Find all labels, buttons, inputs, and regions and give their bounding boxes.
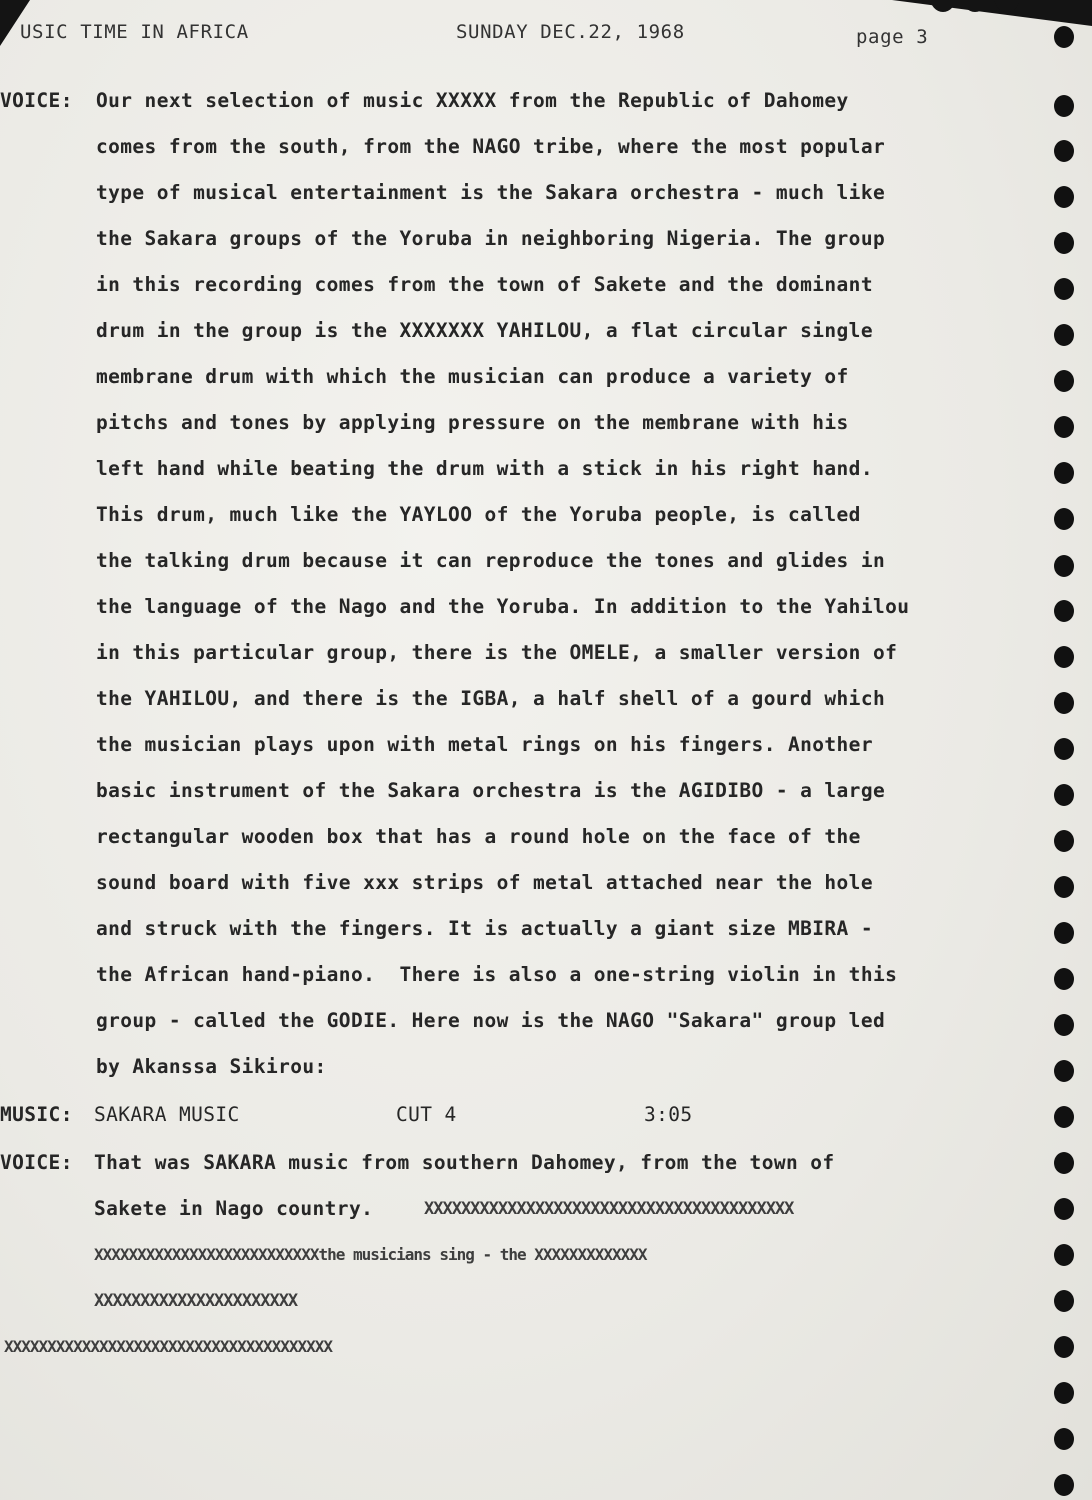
punch-hole — [1054, 555, 1074, 577]
script-line: type of musical entertainment is the Sakara orchestra - much like — [96, 181, 886, 204]
music-cut: CUT 4 — [396, 1103, 457, 1126]
punch-hole — [1054, 1428, 1074, 1450]
script-line: sound board with five xxx strips of metal attached near the hole — [96, 871, 873, 894]
script-line: and struck with the fingers. It is actually a giant size MBIRA - — [96, 917, 873, 940]
punch-hole — [1054, 1474, 1074, 1496]
punch-hole — [1054, 1060, 1074, 1082]
punch-hole — [1054, 186, 1074, 208]
struck-out-text: XXXXXXXXXXXXXXXXXXXXXXXXXXXXXXXXXXXXXXXX — [424, 1199, 794, 1219]
punch-hole — [1054, 830, 1074, 852]
script-line: This drum, much like the YAYLOO of the Yoruba people, is called — [96, 503, 861, 526]
punch-hole — [1054, 692, 1074, 714]
punch-hole — [1054, 508, 1074, 530]
script-line: left hand while beating the drum with a stick in his right hand. — [96, 457, 873, 480]
voice-label: VOICE: — [0, 1151, 73, 1174]
program-title: USIC TIME IN AFRICA — [20, 21, 249, 43]
script-line: rectangular wooden box that has a round hole on the face of the — [96, 825, 861, 848]
punch-hole — [1054, 1382, 1074, 1404]
punch-hole — [1054, 968, 1074, 990]
music-label: MUSIC: — [0, 1103, 73, 1126]
script-line: group - called the GODIE. Here now is the NAGO "Sakara" group led — [96, 1009, 886, 1032]
punch-hole — [1054, 600, 1074, 622]
punch-hole — [1054, 1290, 1074, 1312]
script-line: the musician plays upon with metal rings on his fingers. Another — [96, 733, 873, 756]
script-line: membrane drum with which the musician can produce a variety of — [96, 365, 849, 388]
punch-hole — [1054, 784, 1074, 806]
script-line: the African hand-piano. There is also a one-string violin in this — [96, 963, 898, 986]
punch-hole — [1054, 1198, 1074, 1220]
punch-hole — [1054, 278, 1074, 300]
punch-hole — [1054, 1244, 1074, 1266]
punch-hole — [1054, 324, 1074, 346]
page-number: page 3 — [856, 26, 929, 48]
script-line: Our next selection of music XXXXX from the Republic of Dahomey — [96, 89, 849, 112]
punch-hole — [1054, 876, 1074, 898]
script-line: the YAHILOU, and there is the IGBA, a half shell of a gourd which — [96, 687, 886, 710]
script-line: the language of the Nago and the Yoruba. In addition to the Yahilou — [96, 595, 910, 618]
script-line: comes from the south, from the NAGO tribe, where the most popular — [96, 135, 886, 158]
punch-hole — [1054, 1106, 1074, 1128]
script-line: basic instrument of the Sakara orchestra is the AGIDIBO - a large — [96, 779, 886, 802]
script-line: the talking drum because it can reproduce the tones and glides in — [96, 549, 886, 572]
punch-hole — [1054, 646, 1074, 668]
struck-out-text: XXXXXXXXXXXXXXXXXXXXXXXXXXXXXXXXXXXXXX — [4, 1337, 333, 1356]
punch-hole — [1054, 922, 1074, 944]
punch-hole — [1054, 738, 1074, 760]
script-line: the Sakara groups of the Yoruba in neighboring Nigeria. The group — [96, 227, 886, 250]
struck-out-text: XXXXXXXXXXXXXXXXXXXXXX — [94, 1291, 298, 1311]
punch-hole — [1054, 416, 1074, 438]
punch-hole — [1054, 1014, 1074, 1036]
script-line: pitchs and tones by applying pressure on the membrane with his — [96, 411, 849, 434]
punch-hole — [1054, 370, 1074, 392]
music-duration: 3:05 — [644, 1103, 693, 1126]
script-line: That was SAKARA music from southern Dahomey, from the town of — [94, 1151, 835, 1174]
punch-hole — [1054, 1336, 1074, 1358]
punch-hole — [1054, 462, 1074, 484]
punch-hole — [1054, 140, 1074, 162]
punch-hole — [1054, 1152, 1074, 1174]
script-line: in this particular group, there is the OMELE, a smaller version of — [96, 641, 898, 664]
script-line: Sakete in Nago country. — [94, 1197, 374, 1220]
broadcast-date: SUNDAY DEC.22, 1968 — [456, 21, 685, 43]
struck-out-text: XXXXXXXXXXXXXXXXXXXXXXXXXXthe musicians sing - the XXXXXXXXXXXXX — [94, 1245, 647, 1264]
music-title: SAKARA MUSIC — [94, 1103, 240, 1126]
dark-edge-top-right — [892, 0, 1092, 26]
script-line: in this recording comes from the town of Sakete and the dominant — [96, 273, 873, 296]
script-line: by Akanssa Sikirou: — [96, 1055, 327, 1078]
script-line: drum in the group is the XXXXXXX YAHILOU, a flat circular single — [96, 319, 873, 342]
punch-hole — [1054, 232, 1074, 254]
voice-label: VOICE: — [0, 89, 73, 112]
punch-hole — [1054, 26, 1074, 48]
punch-hole — [1054, 95, 1074, 117]
